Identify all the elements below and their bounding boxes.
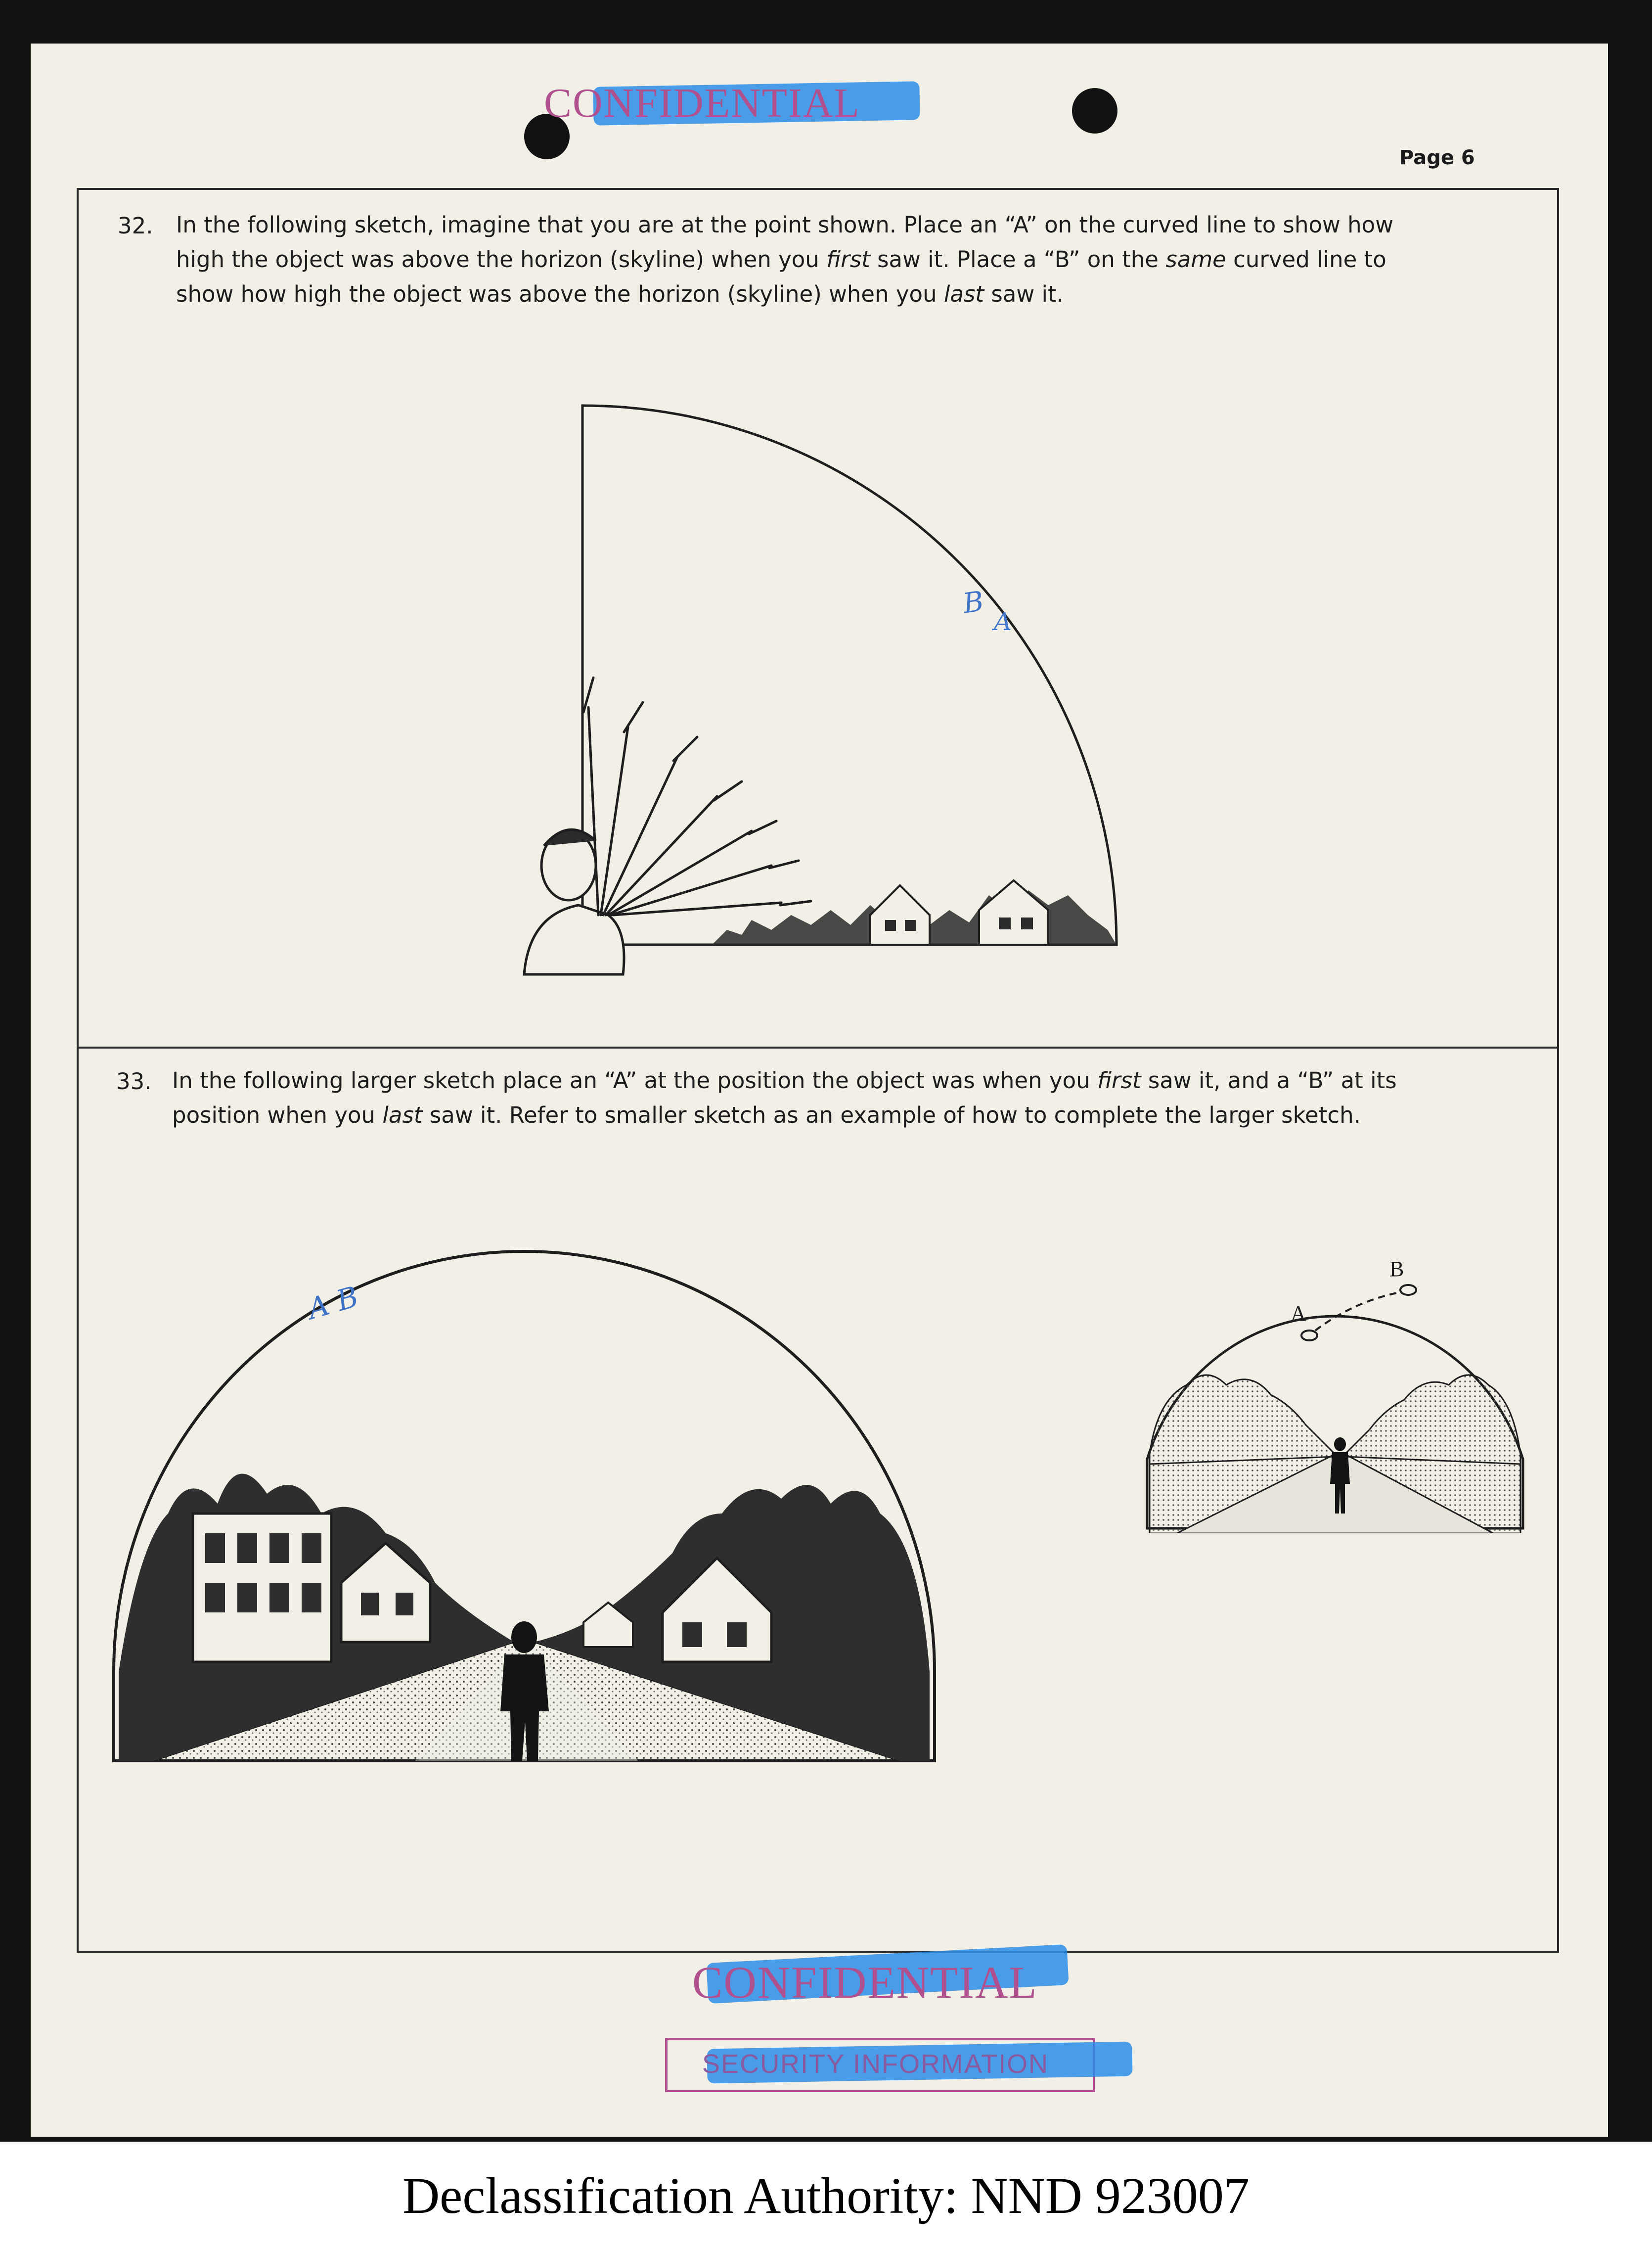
question-32-line-3 <box>176 277 1541 312</box>
question-33-text <box>172 1063 1547 1133</box>
question-33-line-2 <box>172 1098 1547 1133</box>
question-32-sketch <box>494 391 1147 994</box>
question-33-large-sketch <box>109 1237 939 1781</box>
q33-last-emphasis: last <box>382 1102 423 1128</box>
q32-first-emphasis: first <box>826 246 870 273</box>
q33-line1-part: saw it, and a “B” at its <box>1141 1067 1397 1094</box>
q33-line1-part: In the following larger sketch place an “A” at the position the object was when you <box>172 1067 1097 1094</box>
example-label-b: B <box>1389 1257 1404 1281</box>
confidential-stamp-top: CONFIDENTIAL <box>544 80 860 126</box>
q32-line3-part: saw it. <box>984 281 1064 307</box>
question-32-line-1: In the following sketch, imagine that you are at the point shown. Place an “A” on the curved line to show how <box>176 212 1393 238</box>
question-32-text <box>176 208 1541 312</box>
security-information-stamp: SECURITY INFORMATION <box>702 2049 1049 2079</box>
question-32-line-2 <box>176 242 1541 277</box>
example-object-b <box>1400 1285 1416 1295</box>
q33-line2-part: position when you <box>172 1102 383 1128</box>
question-33-example-sketch <box>1127 1237 1533 1533</box>
confidential-stamp-bottom: CONFIDENTIAL <box>692 1957 1038 2008</box>
punch-hole-right <box>1072 88 1117 134</box>
q32-last-emphasis: last <box>943 281 984 307</box>
q32-line2-part: saw it. Place a “B” on the <box>870 246 1166 273</box>
q32-line2-part: high the object was above the horizon (skyline) when you <box>176 246 827 273</box>
sky-quarter-arc <box>582 406 1116 945</box>
question-33-line-1 <box>172 1063 1547 1098</box>
q33-first-emphasis: first <box>1097 1067 1141 1094</box>
example-label-a: A <box>1291 1301 1306 1326</box>
page-number: Page 6 <box>1399 146 1475 169</box>
example-object-a <box>1301 1330 1317 1340</box>
q32-line2-part: curved line to <box>1226 246 1386 273</box>
q32-line3-part: show how high the object was above the horizon (skyline) when you <box>176 281 944 307</box>
pointing-arms <box>583 678 811 915</box>
q32-same-emphasis: same <box>1165 246 1226 273</box>
q33-handwritten-ab: A B <box>304 1280 362 1326</box>
skyline-houses <box>712 880 1116 945</box>
q32-handwritten-a: A <box>994 607 1012 636</box>
q32-handwritten-b: B <box>961 585 986 620</box>
question-32-number: 32. <box>118 213 153 239</box>
declassification-authority: Declassification Authority: NND 923007 <box>402 2167 1250 2224</box>
question-33-number: 33. <box>116 1068 152 1095</box>
q33-line2-part: saw it. Refer to smaller sketch as an example of how to complete the larger sketch. <box>422 1102 1361 1128</box>
